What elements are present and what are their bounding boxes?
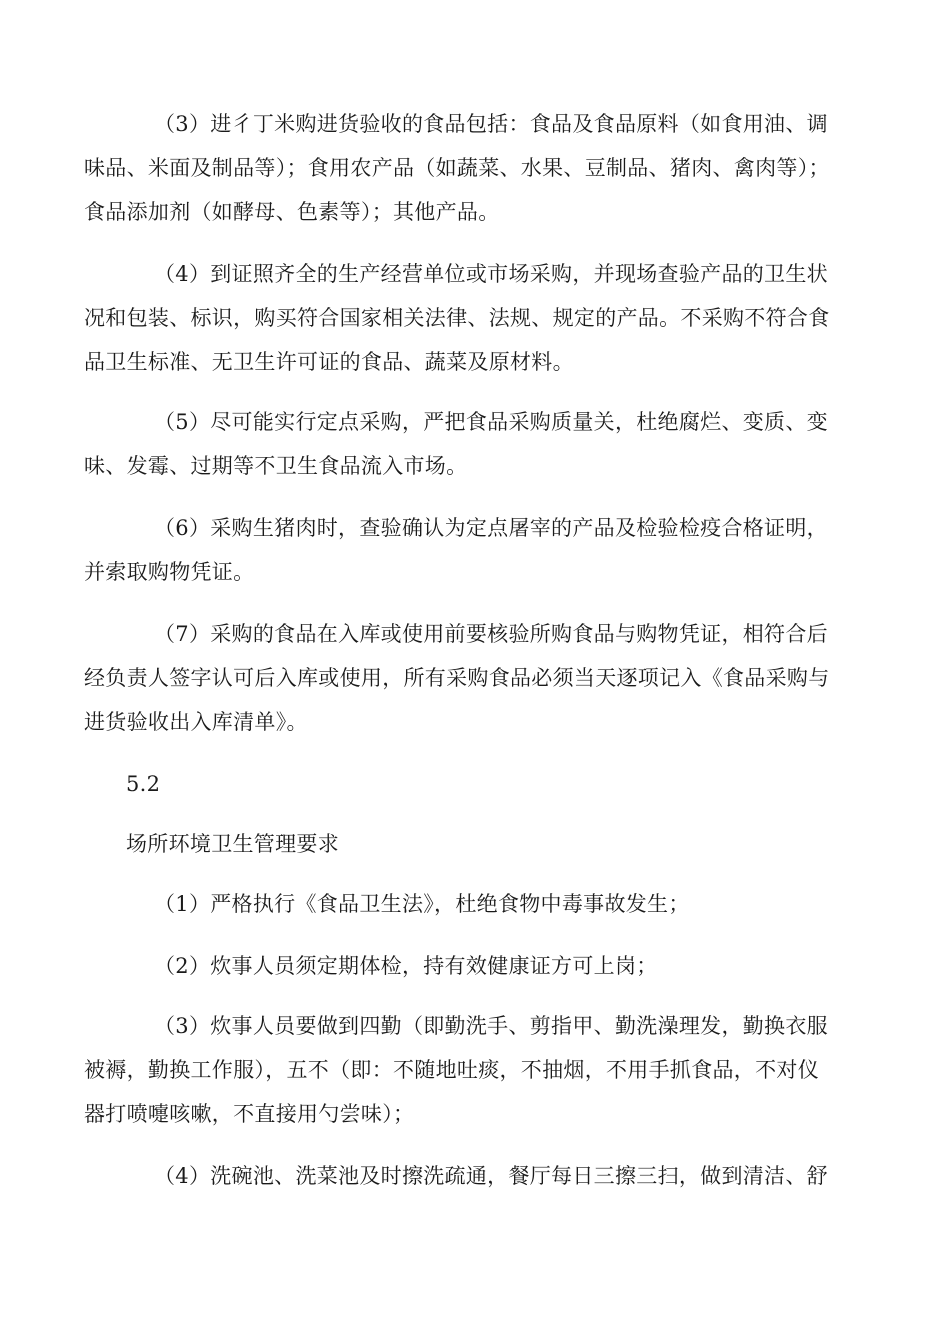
text-line: （5）尽可能实行定点采购，严把食品采购质量关，杜绝腐烂、变质、变	[154, 410, 828, 434]
text-line: 器打喷嚏咳嗽，不直接用勺尝味）；	[84, 1102, 415, 1126]
text-line: 被褥，勤换工作服），五不（即：不随地吐痰，不抽烟，不用手抓食品，不对仪	[84, 1058, 819, 1082]
section-number-text: 5.2	[126, 772, 161, 796]
text-line: （1）严格执行《食品卫生法》，杜绝食物中毒事故发生；	[154, 892, 690, 916]
text-line: 进货验收出入库清单》。	[84, 710, 308, 734]
text-line: （2）炊事人员须定期体检，持有效健康证方可上岗；	[154, 954, 658, 978]
text-line: 经负责人签字认可后入库或使用，所有采购食品必须当天逐项记入《食品采购与	[84, 666, 830, 690]
text-line: 食品添加剂（如酵母、色素等）；其他产品。	[84, 200, 500, 224]
section-heading-text: 场所环境卫生管理要求	[126, 832, 339, 856]
text-line: （4）到证照齐全的生产经营单位或市场采购，并现场查验产品的卫生状	[154, 262, 828, 286]
text-line: 并索取购物凭证。	[84, 560, 255, 584]
text-line: （4）洗碗池、洗菜池及时擦洗疏通，餐厅每日三擦三扫，做到清洁、舒	[154, 1164, 828, 1188]
text-line: （6）采购生猪肉时，查验确认为定点屠宰的产品及检验检疫合格证明，	[154, 516, 828, 540]
text-line: （3）进彳丁米购进货验收的食品包括：食品及食品原料（如食用油、调	[154, 112, 828, 136]
text-line: 味品、米面及制品等）；食用农产品（如蔬菜、水果、豆制品、猪肉、禽肉等）；	[84, 156, 830, 180]
text-line: （3）炊事人员要做到四勤（即勤洗手、剪指甲、勤洗澡理发，勤换衣服	[154, 1014, 828, 1038]
text-line: 品卫生标准、无卫生许可证的食品、蔬菜及原材料。	[84, 350, 574, 374]
text-line: （7）采购的食品在入库或使用前要核验所购食品与购物凭证，相符合后	[154, 622, 828, 646]
text-line: 味、发霉、过期等不卫生食品流入市场。	[84, 454, 468, 478]
text-line: 况和包装、标识，购买符合国家相关法律、法规、规定的产品。不采购不符合食	[84, 306, 830, 330]
